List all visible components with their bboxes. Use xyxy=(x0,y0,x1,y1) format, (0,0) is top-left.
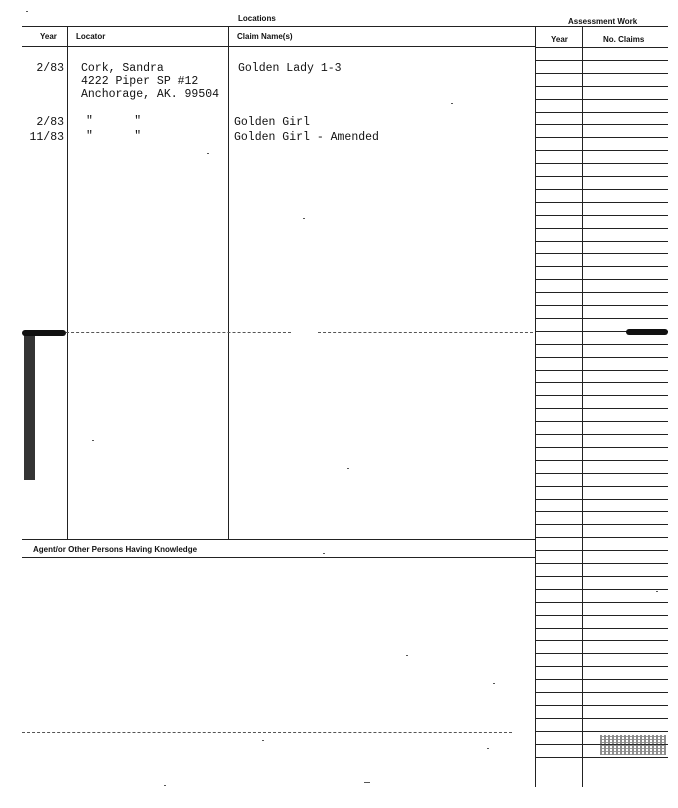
header-top-rule xyxy=(22,26,668,27)
assessment-row-line xyxy=(535,395,668,396)
no-claims-column-header: No. Claims xyxy=(603,35,645,44)
scan-speck xyxy=(487,748,489,749)
entry-locator-line: Cork, Sandra xyxy=(81,62,164,75)
entry-year: 2/83 xyxy=(36,116,64,129)
assessment-row-line xyxy=(535,305,668,306)
assessment-row-line xyxy=(535,266,668,267)
assessment-row-line xyxy=(535,73,668,74)
entry-year: 11/83 xyxy=(29,131,64,144)
assessment-row-line xyxy=(535,692,668,693)
assessment-work-header: Assessment Work xyxy=(568,17,638,26)
assessment-row-line xyxy=(535,460,668,461)
assessment-row-line xyxy=(535,228,668,229)
assessment-row-line xyxy=(535,86,668,87)
assessment-row-line xyxy=(535,215,668,216)
assessment-row-line xyxy=(535,757,668,758)
assessment-row-line xyxy=(535,679,668,680)
assessment-row-line xyxy=(535,47,668,48)
assessment-row-line xyxy=(535,576,668,577)
assessment-row-line xyxy=(535,640,668,641)
assessment-row-line xyxy=(535,150,668,151)
agent-section-top-rule xyxy=(22,539,536,540)
locations-header: Locations xyxy=(238,14,276,23)
assessment-row-line xyxy=(535,524,668,525)
assessment-row-line xyxy=(535,421,668,422)
fold-line xyxy=(66,332,291,333)
entry-locator-line: Anchorage, AK. 99504 xyxy=(81,88,220,101)
assessment-row-line xyxy=(535,486,668,487)
year-column-header: Year xyxy=(40,32,57,41)
assessment-row-line xyxy=(535,666,668,667)
assessment-row-line xyxy=(535,344,668,345)
assessment-row-line xyxy=(535,189,668,190)
entry-claim-name: Golden Girl xyxy=(234,116,310,129)
assessment-row-line xyxy=(535,731,668,732)
entry-locator-ditto: " " xyxy=(86,115,142,128)
assessment-row-line xyxy=(535,318,668,319)
agent-section-bottom-rule xyxy=(22,557,536,558)
assessment-row-line xyxy=(535,537,668,538)
assessment-row-line xyxy=(535,705,668,706)
assessment-row-line xyxy=(535,253,668,254)
assessment-row-line xyxy=(535,202,668,203)
fold-line xyxy=(318,332,533,333)
scan-speck xyxy=(364,782,370,783)
assessment-row-line xyxy=(535,124,668,125)
scan-speck xyxy=(323,553,325,554)
agent-section-label: Agent/or Other Persons Having Knowledge xyxy=(33,545,198,554)
entry-year: 2/83 xyxy=(36,62,64,75)
assessment-row-line xyxy=(535,112,668,113)
assessment-row-line xyxy=(535,447,668,448)
assessment-row-line xyxy=(535,137,668,138)
scan-speck xyxy=(92,440,94,441)
entry-claim-name: Golden Girl - Amended xyxy=(234,131,379,144)
scan-speck xyxy=(26,11,28,12)
assessment-row-line xyxy=(535,628,668,629)
binding-mark-right xyxy=(626,329,668,335)
assessment-row-line xyxy=(535,382,668,383)
locator-column-header: Locator xyxy=(76,32,106,41)
year-locator-divider xyxy=(67,27,68,539)
binding-mark-left-vertical xyxy=(24,334,35,480)
assessment-row-line xyxy=(535,718,668,719)
assessment-row-line xyxy=(535,511,668,512)
assessment-ruled-rows xyxy=(535,47,668,777)
assessment-row-line xyxy=(535,357,668,358)
assessment-row-line xyxy=(535,408,668,409)
header-bottom-rule xyxy=(22,46,536,47)
assessment-row-line xyxy=(535,434,668,435)
assessment-row-line xyxy=(535,163,668,164)
assessment-row-line xyxy=(535,99,668,100)
assessment-row-line xyxy=(535,176,668,177)
assessment-row-line xyxy=(535,473,668,474)
entry-claim-name: Golden Lady 1-3 xyxy=(238,62,342,75)
entry-locator-line: 4222 Piper SP #12 xyxy=(81,75,199,88)
scan-smudge xyxy=(600,735,666,755)
assessment-row-line xyxy=(535,589,668,590)
scan-speck xyxy=(406,655,408,656)
bottom-fold-line xyxy=(22,732,512,733)
scan-speck xyxy=(164,785,166,786)
scan-speck xyxy=(347,468,349,469)
assessment-row-line xyxy=(535,279,668,280)
scan-speck xyxy=(656,591,658,592)
assessment-row-line xyxy=(535,292,668,293)
assessment-row-line xyxy=(535,370,668,371)
assessment-row-line xyxy=(535,653,668,654)
assessment-row-line xyxy=(535,499,668,500)
scan-speck xyxy=(262,740,264,741)
assessment-row-line xyxy=(535,550,668,551)
assessment-row-line xyxy=(535,615,668,616)
assessment-row-line xyxy=(535,563,668,564)
scan-speck xyxy=(207,153,209,154)
claim-names-column-header: Claim Name(s) xyxy=(237,32,293,41)
locator-claim-divider xyxy=(228,27,229,539)
assessment-year-column-header: Year xyxy=(551,35,568,44)
scan-speck xyxy=(451,103,453,104)
assessment-row-line xyxy=(535,60,668,61)
scan-speck xyxy=(493,683,495,684)
assessment-row-line xyxy=(535,241,668,242)
scan-speck xyxy=(303,218,305,219)
assessment-row-line xyxy=(535,602,668,603)
entry-locator-ditto: " " xyxy=(86,130,142,143)
